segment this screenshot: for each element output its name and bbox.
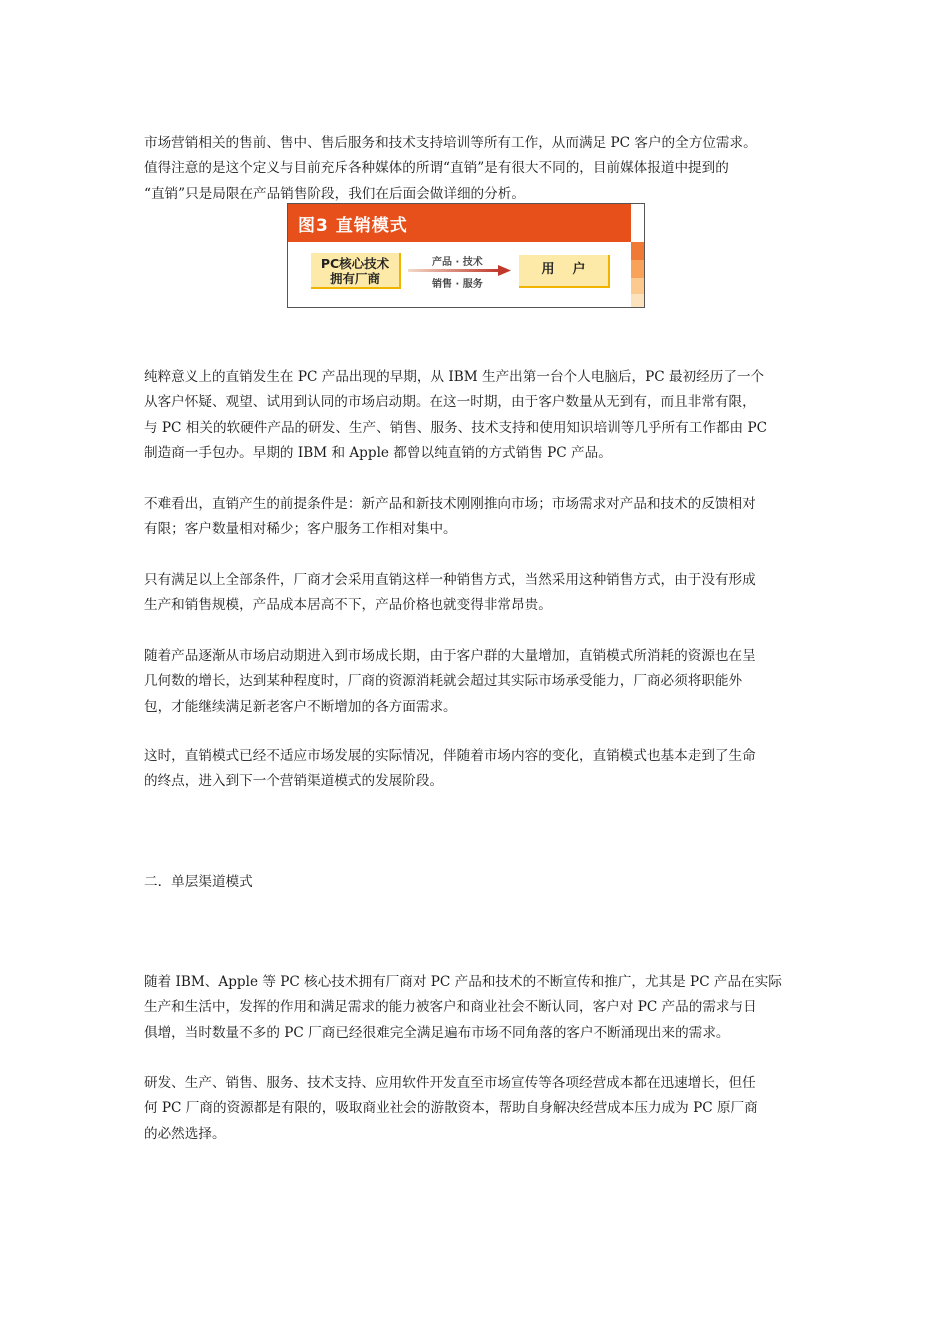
text-line: “直销”只是局限在产品销售阶段，我们在后面会做详细的分析。 <box>144 185 525 202</box>
text-line: 不难看出，直销产生的前提条件是：新产品和新技术刚刚推向市场；市场需求对产品和技术的反馈相对 <box>144 496 756 512</box>
heading-text: 二．单层渠道模式 <box>144 874 253 890</box>
figure-strip <box>631 204 644 242</box>
paragraph-end-of-direct-sales <box>144 744 794 795</box>
paragraph-early-direct-sales <box>144 365 794 467</box>
text-line: 随着产品逐渐从市场启动期进入到市场成长期，由于客户群的大量增加，直销模式所消耗的资源也在呈 <box>144 648 756 664</box>
paragraph-conditions-cost <box>144 568 794 619</box>
text-line: 与 PC 相关的软硬件产品的研发、生产、销售、服务、技术支持和使用知识培训等几乎所有工作都由 PC <box>144 419 767 436</box>
text-line: 随着 IBM、Apple 等 PC 核心技术拥有厂商对 PC 产品和技术的不断宣传和推广，尤其是 PC 产品在实际 <box>144 974 782 990</box>
paragraph-preconditions <box>144 492 794 543</box>
text-line: 制造商一手包办。早期的 IBM 和 Apple 都曾以纯直销的方式销售 PC 产品。 <box>144 445 612 462</box>
arrow-label-bottom: 销售 · 服务 <box>432 279 483 290</box>
text-line: 何 PC 厂商的资源都是有限的，吸取商业社会的游散资本，帮助自身解决经营成本压力成为 PC 原厂商 <box>144 1100 758 1117</box>
figure-header <box>288 204 632 242</box>
section-heading <box>144 870 794 895</box>
box-label: 用 户 <box>541 262 586 277</box>
figure-strip <box>631 294 644 307</box>
text-line: 几何数的增长，达到某种程度时，厂商的资源消耗就会超过其实际市场承受能力，厂商必须将职能外 <box>144 673 743 690</box>
text-line: 研发、生产、销售、服务、技术支持、应用软件开发直至市场宣传等各项经营成本都在迅速增长，但任 <box>144 1075 756 1091</box>
text-line: 的终点，进入到下一个营销渠道模式的发展阶段。 <box>144 773 444 790</box>
text-line: 的必然选择。 <box>144 1125 226 1142</box>
box-label-line: 拥有厂商 <box>329 271 380 286</box>
paragraph-cost-pressure <box>144 1071 794 1147</box>
figure-strip <box>631 260 644 278</box>
text-line: 有限；客户数量相对稀少；客户服务工作相对集中。 <box>144 521 457 538</box>
text-line: 纯粹意义上的直销发生在 PC 产品出现的早期，从 IBM 生产出第一台个人电脑后，PC 最初经历了一个 <box>144 369 765 385</box>
figure-strip <box>631 278 644 294</box>
figure-direct-sales-model <box>287 203 645 308</box>
paragraph-demand-growth <box>144 970 794 1046</box>
text-line: 生产和生活中，发挥的作用和满足需求的能力被客户和商业社会不断认同，客户对 PC 产品的需求与日 <box>144 999 757 1016</box>
arrow-label-top: 产品 · 技术 <box>432 257 483 268</box>
customer-box <box>519 255 610 288</box>
pc-manufacturer-box <box>311 253 401 289</box>
paragraph-definition <box>144 131 794 207</box>
text-line: 值得注意的是这个定义与目前充斥各种媒体的所谓“直销”是有很大不同的，目前媒体报道中提到的 <box>144 160 729 177</box>
text-line: 俱增，当时数量不多的 PC 厂商已经很难完全满足遍布市场不同角落的客户不断涌现出来的需求。 <box>144 1024 730 1041</box>
text-line: 这时，直销模式已经不适应市场发展的实际情况，伴随着市场内容的变化，直销模式也基本走到了生命 <box>144 748 756 764</box>
paragraph-growth-stage <box>144 644 794 720</box>
box-label-line: PC核心技术 <box>320 256 390 271</box>
text-line: 包，才能继续满足新老客户不断增加的各方面需求。 <box>144 698 457 715</box>
figure-title: 图3 直销模式 <box>298 216 408 236</box>
figure-strip <box>631 242 644 260</box>
text-line: 生产和销售规模，产品成本居高不下，产品价格也就变得非常昂贵。 <box>144 597 552 614</box>
text-line: 从客户怀疑、观望、试用到认同的市场启动期。在这一时期，由于客户数量从无到有，而且非常有限， <box>144 394 756 411</box>
text-line: 只有满足以上全部条件，厂商才会采用直销这样一种销售方式，当然采用这种销售方式，由于没有形成 <box>144 572 756 588</box>
text-line: 市场营销相关的售前、售中、售后服务和技术支持培训等所有工作，从而满足 PC 客户的全方位需求。 <box>144 135 757 151</box>
